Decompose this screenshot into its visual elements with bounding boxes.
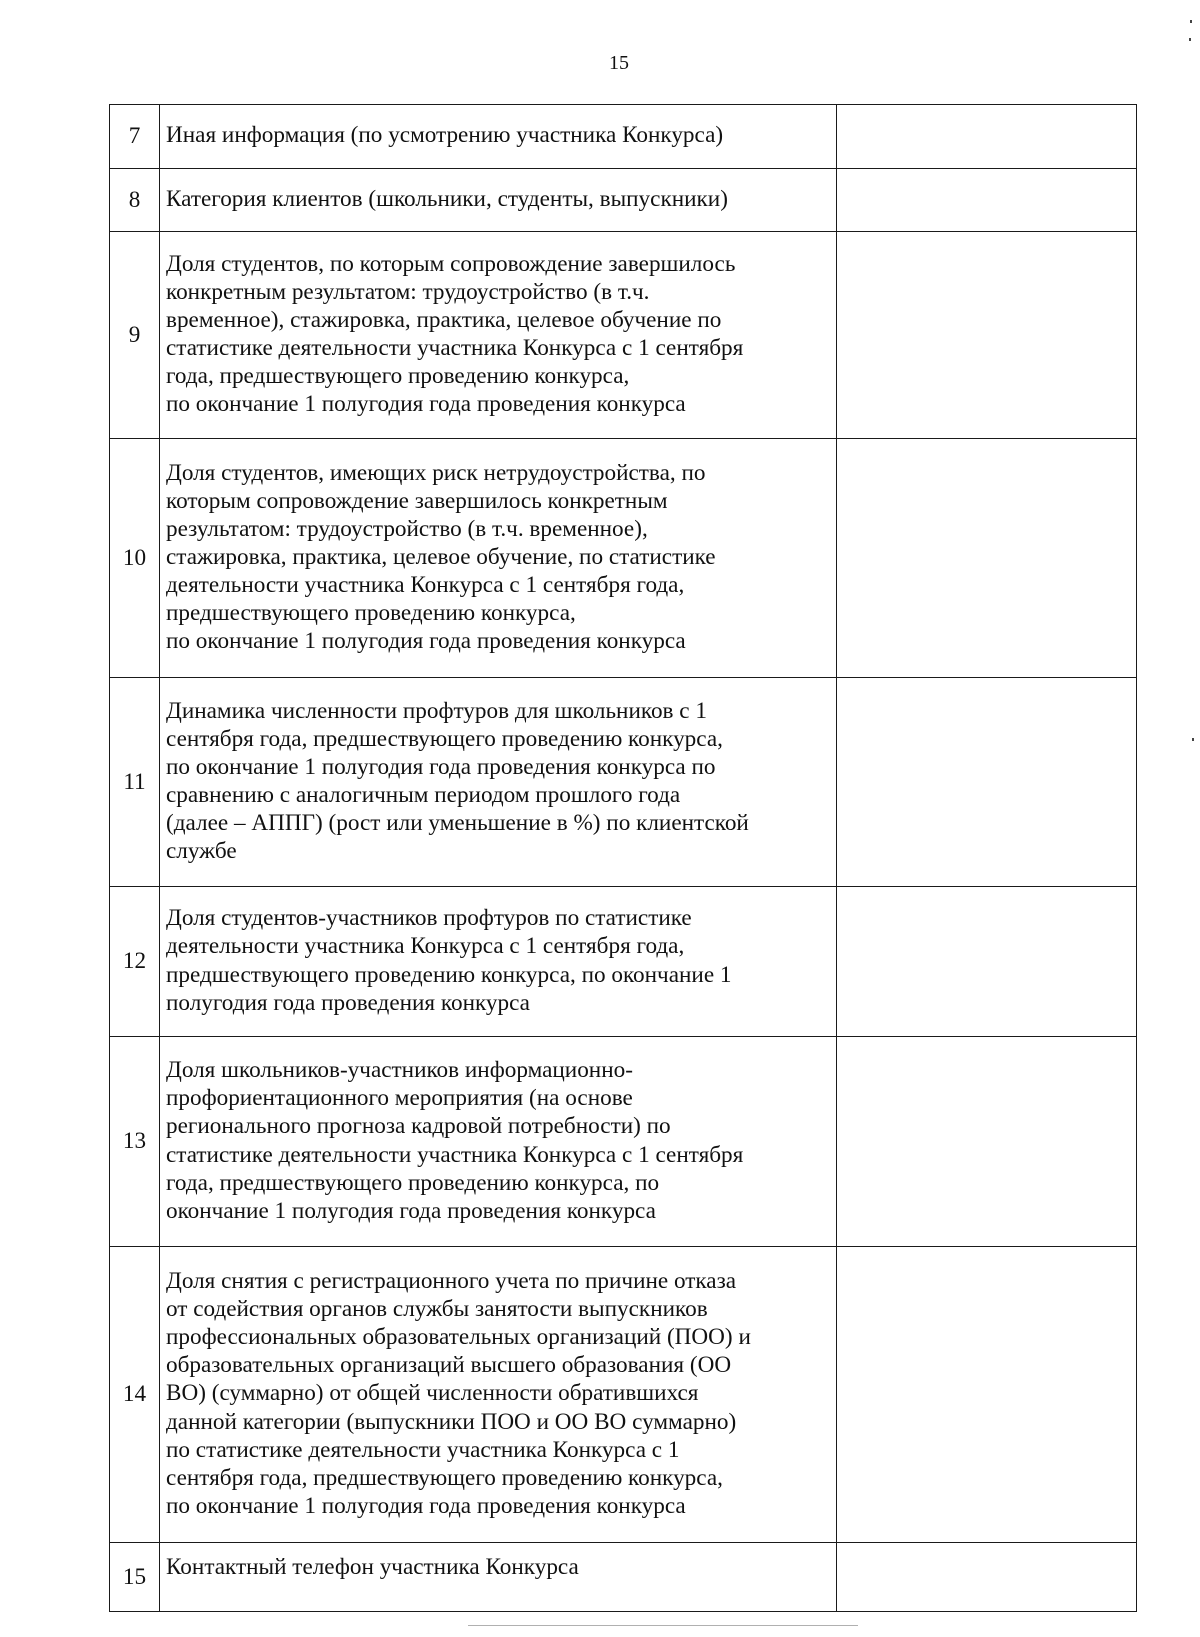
row-description: [160, 1247, 837, 1543]
table-row: [110, 169, 1137, 232]
row-number: 12: [110, 887, 160, 1037]
scan-speck: [1189, 38, 1191, 41]
row-description: [160, 678, 837, 887]
scan-edge-line: [468, 1625, 858, 1626]
row-value-field[interactable]: [837, 1247, 1137, 1543]
row-description-text: Доля снятия с регистрационного учета по причине отказа от содействия органов службы занятости выпускников профессиональных образовательных организаций (ПОО) и образовательных организаций высшего образования (ОО ВО) (суммарно) от общей численности обратившихся данной категории (выпускники ПОО и ОО ВО суммарно) по статистике деятельности участника Конкурса с 1 сентября года, предшествующего проведению конкурса, по окончание 1 полугодия года проведения конкурса: [166, 1268, 751, 1519]
row-number: 9: [110, 232, 160, 439]
row-number: 15: [110, 1543, 160, 1612]
row-description: [160, 1543, 837, 1612]
table-row: [110, 887, 1137, 1037]
row-value-field[interactable]: [837, 232, 1137, 439]
row-value-field[interactable]: [837, 1543, 1137, 1612]
row-description: [160, 1037, 837, 1247]
row-number: 8: [110, 169, 160, 232]
row-description-text: Доля школьников-участников информационно- профориентационного мероприятия (на основе регионального прогноза кадровой потребности) по статистике деятельности участника Конкурса с 1 сентября года, предшествующего проведению конкурса, по окончание 1 полугодия года проведения конкурса: [166, 1057, 744, 1224]
table-row: [110, 232, 1137, 439]
table-row: [110, 1543, 1137, 1612]
row-description: [160, 105, 837, 169]
row-description: [160, 232, 837, 439]
row-value-field[interactable]: [837, 887, 1137, 1037]
row-number: 7: [110, 105, 160, 169]
row-number: 14: [110, 1247, 160, 1543]
row-description-text: Категория клиентов (школьники, студенты, выпускники): [166, 185, 728, 212]
row-description-text: Доля студентов, по которым сопровождение завершилось конкретным результатом: трудоустройство (в т.ч. временное), стажировка, практика, целевое обучение по статистике деятельности участника Конкурса с 1 сентября года, предшествующего проведению конкурса, по окончание 1 полугодия года проведения конкурса: [166, 250, 744, 418]
row-number: 11: [110, 678, 160, 887]
scan-speck: [1190, 20, 1192, 23]
row-value-field[interactable]: [837, 678, 1137, 887]
row-description-text: Доля студентов, имеющих риск нетрудоустройства, по которым сопровождение завершилось конкретным результатом: трудоустройство (в т.ч. временное), стажировка, практика, целевое обучение, по статистике деятельности участника Конкурса с 1 сентября года, предшествующего проведению конкурса, по окончание 1 полугодия года проведения конкурса: [166, 459, 716, 655]
table-row: [110, 678, 1137, 887]
row-value-field[interactable]: [837, 169, 1137, 232]
scan-speck: [1192, 738, 1194, 741]
row-description-text: Иная информация (по усмотрению участника Конкурса): [166, 122, 724, 149]
table-row: [110, 105, 1137, 169]
row-number: 13: [110, 1037, 160, 1247]
row-description: [160, 439, 837, 678]
row-description-text: Доля студентов-участников профтуров по статистике деятельности участника Конкурса с 1 сентября года, предшествующего проведению конкурса, по окончание 1 полугодия года проведения конкурса: [166, 905, 732, 1016]
row-number: 10: [110, 439, 160, 678]
page-number: 15: [609, 52, 629, 74]
table-row: [110, 1247, 1137, 1543]
row-description-text: Контактный телефон участника Конкурса: [166, 1554, 579, 1580]
table-row: [110, 439, 1137, 678]
row-value-field[interactable]: [837, 105, 1137, 169]
row-description: [160, 887, 837, 1037]
table-row: [110, 1037, 1137, 1247]
row-description: [160, 169, 837, 232]
row-description-text: Динамика численности профтуров для школьников с 1 сентября года, предшествующего проведению конкурса, по окончание 1 полугодия года проведения конкурса по сравнению с аналогичным периодом прошлого года (далее – АППГ) (рост или уменьшение в %) по клиентской службе: [166, 697, 749, 865]
row-value-field[interactable]: [837, 439, 1137, 678]
row-value-field[interactable]: [837, 1037, 1137, 1247]
application-form-table: [109, 104, 1137, 1612]
